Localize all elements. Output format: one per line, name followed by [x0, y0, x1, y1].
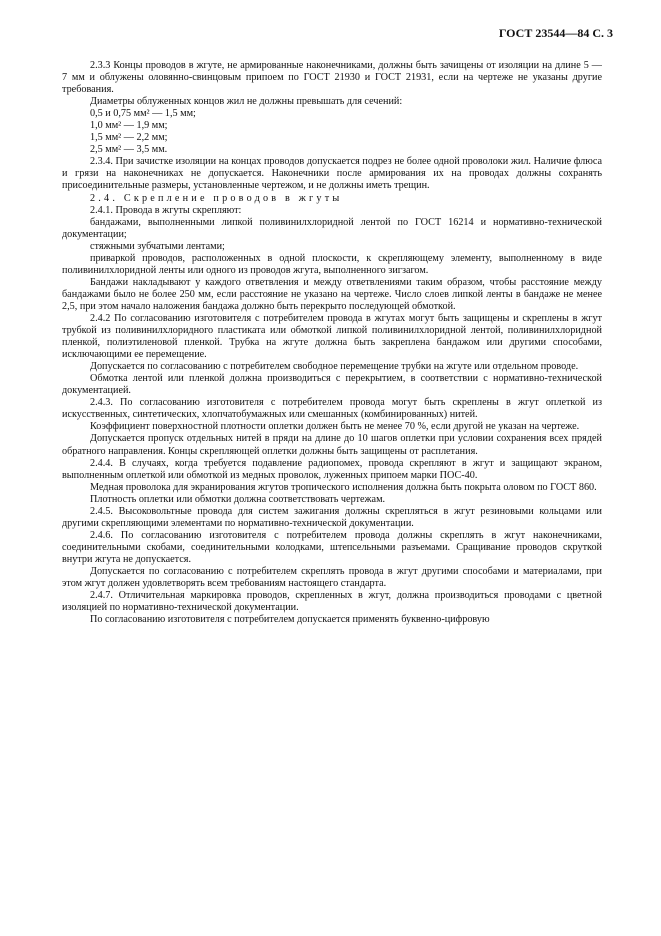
paragraph-bandages: бандажами, выполненными липкой поливинилхлоридной лентой по ГОСТ 16214 и нормативно-технической документации; — [62, 216, 602, 240]
body-text — [62, 60, 602, 626]
paragraph-2-4-5: 2.4.5. Высоковольтные провода для систем зажигания должны скрепляться в жгут резиновыми кольцами или другими скрепляющими элементами по нормативно-технической документации. — [62, 505, 602, 529]
paragraph-alphanumeric: По согласованию изготовителя с потребителем допускается применять буквенно-цифровую — [90, 614, 490, 626]
paragraph-wrapping-overlap: Обмотка лентой или пленкой должна производиться с перекрытием, в соответствии с нормативно-технической документацией. — [62, 373, 602, 397]
paragraph-tube-movement: Допускается по согласованию с потребителем свободное перемещение трубки на жгуте или отдельном проводе. — [90, 361, 579, 373]
paragraph-2-3-3: 2.3.3 Концы проводов в жгуте, не армированные наконечниками, должны быть зачищены от изоляции на длине 5 — 7 мм и облужены оловянно-свинцовым припоем по ГОСТ 21930 и ГОСТ 21931, если на чертеже не указаны другие требования. — [62, 60, 602, 96]
paragraph-bandage-spacing: Бандажи накладывают у каждого ответвления и между ответвлениями таким образом, чтобы расстояние между бандажами было не более 250 мм, если расстояние не указано на чертеже. Число слоев липкой ленты в бандаже не менее 2,5, при этом начало наложения бандажа должно быть перекрыто последующей обмоткой. — [62, 276, 602, 312]
list-item-diameter-1: 0,5 и 0,75 мм² — 1,5 мм; — [90, 108, 196, 120]
page-header: ГОСТ 23544—84 С. 3 — [498, 26, 613, 40]
section-heading-2-4: 2.4. Скрепление проводов в жгуты — [90, 192, 343, 204]
paragraph-2-4-1: 2.4.1. Провода в жгуты скрепляют: — [90, 204, 242, 216]
paragraph-copper-wire: Медная проволока для экранирования жгутов тропического исполнения должна быть покрыта оловом по ГОСТ 860. — [90, 481, 597, 493]
list-item-diameter-4: 2,5 мм² — 3,5 мм. — [90, 144, 168, 156]
paragraph-other-methods: Допускается по согласованию с потребителем скреплять провода в жгут другими способами и материалами, при этом жгут должен удовлетворять всем требованиям настоящего стандарта. — [62, 565, 602, 590]
paragraph-2-4-7: 2.4.7. Отличительная маркировка проводов, скрепленных в жгут, должна производиться проводами с цветной изоляцией по нормативно-технической документации. — [62, 590, 602, 614]
paragraph-tie-straps: стяжными зубчатыми лентами; — [90, 240, 225, 252]
paragraph-braid-density: Коэффициент поверхностной плотности оплетки должен быть не менее 70 %, если другой не указан на чертеже. — [90, 421, 580, 433]
paragraph-2-4-6: 2.4.6. По согласованию изготовителя с потребителем провода должны скреплять в жгут наконечниками, соединительными скобами, соединительными колодками, штепсельными разъемами. Сращивание проводов скруткой внутри жгута не допускается. — [62, 529, 602, 565]
paragraph-thread-skip: Допускается пропуск отдельных нитей в пряди на длине до 10 шагов оплетки при условии сохранения всех прядей обратного направления. Концы скрепляющей оплетки должны быть защищены от расплетания. — [62, 433, 602, 457]
paragraph-welding: приваркой проводов, расположенных в одной плоскости, к скрепляющему элементу, выполненному в виде поливинилхлоридной ленты или одного из проводов жгута, выполненного зигзагом. — [62, 252, 602, 276]
paragraph-2-4-4: 2.4.4. В случаях, когда требуется подавление радиопомех, провода скрепляют в жгут и защищают экраном, выполненным оплеткой или обмоткой из медных проволок, луженных припоем марки ПОС-40. — [62, 457, 602, 481]
paragraph-2-4-3: 2.4.3. По согласованию изготовителя с потребителем провода могут быть скреплены в жгут оплеткой из искусственных, синтетических, хлопчатобумажных или смешанных (комбинированных) нитей. — [62, 397, 602, 421]
list-item-diameter-3: 1,5 мм² — 2,2 мм; — [90, 132, 168, 144]
paragraph-2-3-4: 2.3.4. При зачистке изоляции на концах проводов допускается подрез не более одной проволоки жил. Наличие флюса и грязи на наконечниках не допускается. Наконечники после армирования их на проводах должны сохранять присоединительные размеры, установленные чертежом, и не должны иметь трещин. — [62, 156, 602, 192]
list-item-diameter-2: 1,0 мм² — 1,9 мм; — [90, 120, 168, 132]
paragraph-2-4-2: 2.4.2 По согласованию изготовителя с потребителем провода в жгутах могут быть защищены и скреплены в жгут трубкой из поливинилхлоридного пластиката или обмоткой липкой поливинилхлоридной лентой, поливинилхлоридной пленкой, полиэтиленовой пленкой. Трубка на жгуте должна быть закреплена бандажом или другими способами, исключающими ее перемещение. — [62, 312, 602, 361]
paragraph-diameters-intro: Диаметры облуженных концов жил не должны превышать для сечений: — [90, 96, 403, 108]
paragraph-braid-drawing: Плотность оплетки или обмотки должна соответствовать чертежам. — [90, 493, 386, 505]
